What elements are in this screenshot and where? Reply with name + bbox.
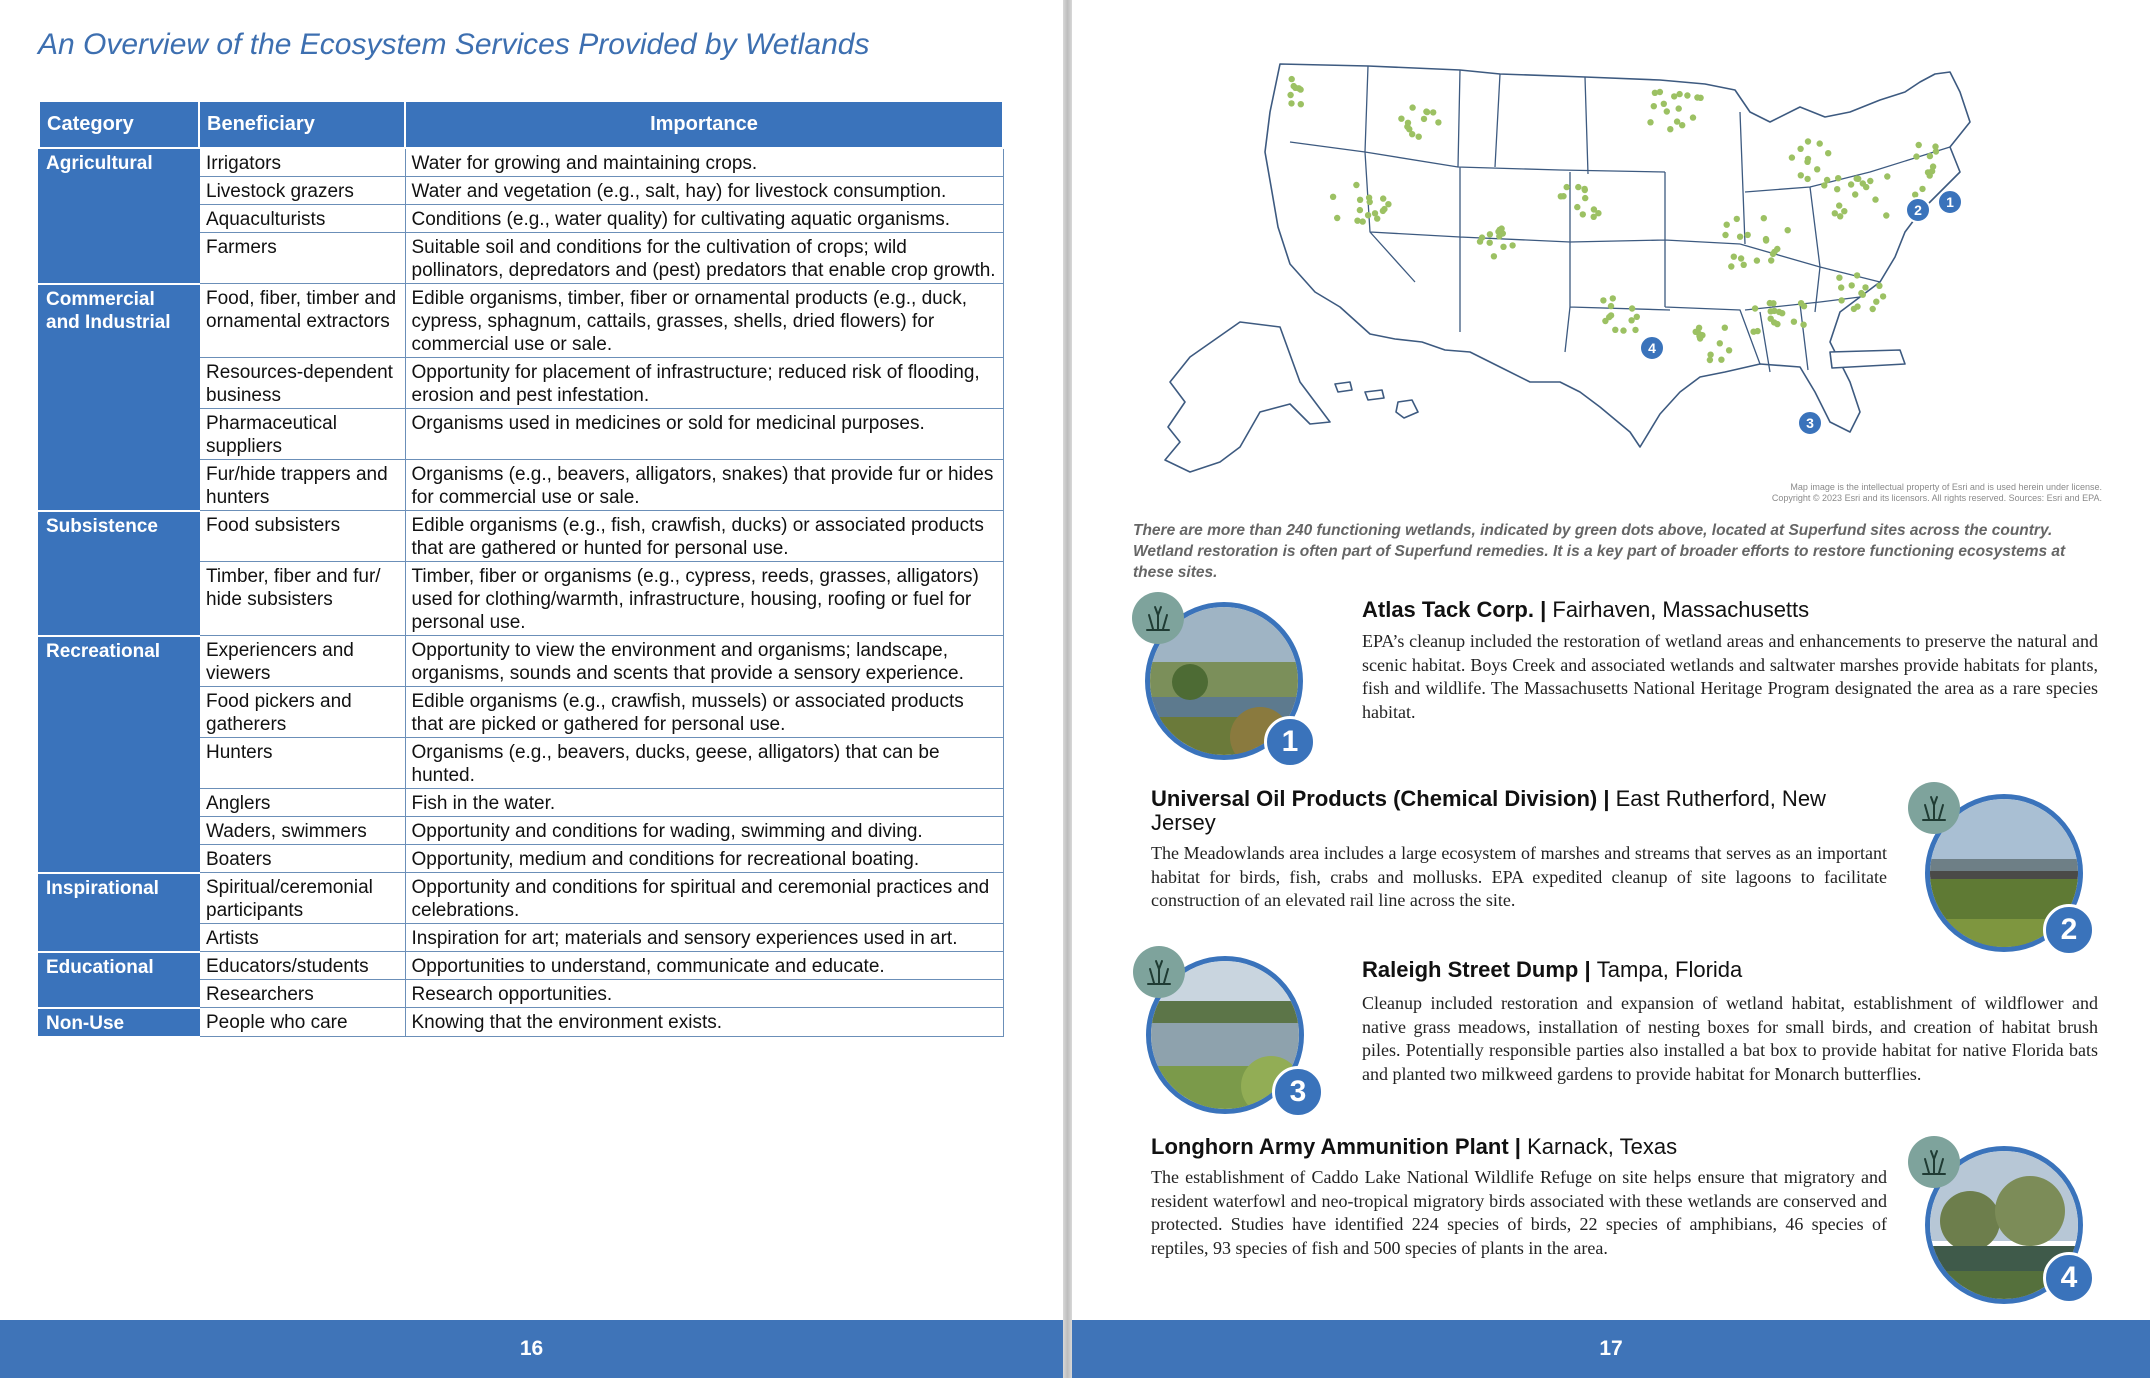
wetland-site-dot <box>1752 305 1758 311</box>
wetland-site-dot <box>1789 154 1795 160</box>
wetland-site-dot <box>1360 218 1366 224</box>
wetland-site-dot <box>1717 340 1723 346</box>
map-credit-line: Map image is the intellectual property of Esri and is used herein under license. <box>1790 482 2102 492</box>
wetland-site-dot <box>1929 168 1935 174</box>
map-caption: There are more than 240 functioning wetlands, indicated by green dots above, located at Superfund sites across the country. Wetland restoration is often part of Superfund remedies. It is a key part of broader efforts to restore functioning ecosystems at these sites. <box>1133 522 2066 581</box>
site-location: Tampa, Florida <box>1596 957 1743 982</box>
wetland-site-dot <box>1435 119 1441 125</box>
wetland-site-dot <box>1771 249 1777 255</box>
beneficiary-cell: Boaters <box>199 845 405 873</box>
wetland-site-dot <box>1608 303 1614 309</box>
wetland-site-dot <box>1862 284 1868 290</box>
ecosystem-services-table <box>38 100 1004 1038</box>
wetland-site-dot <box>1834 186 1840 192</box>
wetland-site-dot <box>1667 126 1673 132</box>
site-number-badge: 4 <box>2043 1252 2095 1304</box>
map-svg <box>1160 52 2100 507</box>
importance-cell: Inspiration for art; materials and sensory experiences used in art. <box>405 924 1003 952</box>
site-description-4: The establishment of Caddo Lake National Wildlife Refuge on site helps ensure that migratory and resident waterfowl and neo-tropical migratory birds associated with these wetlands are conserved and protected. Studies have identified 224 species of birds, 22 species of amphibians, 46 species of reptiles, 93 species of fish and 500 species of plants in the area. <box>1151 1167 1887 1258</box>
wetland-site-dot <box>1761 215 1767 221</box>
wetland-site-dot <box>1491 253 1497 259</box>
beneficiary-cell: Researchers <box>199 980 405 1008</box>
table-header-row <box>39 101 1003 148</box>
wetland-site-dot <box>1913 153 1919 159</box>
wetland-site-dot <box>1564 184 1570 190</box>
wetland-site-dot <box>1745 232 1751 238</box>
wetland-site-dot <box>1664 108 1670 114</box>
map-marker-2[interactable] <box>1906 198 1930 222</box>
beneficiary-cell: Food, fiber, timber and ornamental extractors <box>199 284 405 358</box>
site-location: Fairhaven, Massachusetts <box>1552 597 1810 622</box>
importance-cell: Timber, fiber or organisms (e.g., cypress, reeds, grasses, alligators) used for clothing/warmth, infrastructure, housing, roofing or fuel for personal use. <box>405 562 1003 636</box>
column-header-importance: Importance <box>405 101 1003 148</box>
wetland-site-dot <box>1602 318 1608 324</box>
site-description-3: Cleanup included restoration and expansion of wetland habitat, establishment of wildflower and native grass meadows, installation of nesting boxes for small birds, and creation of habitat brush piles. Potentially responsible parties also installed a bat box to provide habitat for native Florida bats and planted two milkweed gardens to provide habitat for Monarch butterflies. <box>1362 993 2098 1084</box>
map-credit-line: Copyright © 2023 Esri and its licensors. All rights reserved. Sources: Esri and EPA. <box>1771 493 2102 503</box>
column-header-beneficiary: Beneficiary <box>199 101 405 148</box>
wetland-site-dot <box>1731 254 1737 260</box>
wetland-site-dot <box>1674 118 1680 124</box>
page-number: 16 <box>519 1337 544 1360</box>
importance-cell: Knowing that the environment exists. <box>405 1008 1003 1037</box>
wetland-site-dot <box>1863 184 1869 190</box>
wetland-site-dot <box>1837 213 1843 219</box>
wetland-site-dot <box>1785 227 1791 233</box>
wetland-site-dot <box>1608 312 1614 318</box>
table-row <box>39 511 1003 562</box>
beneficiary-cell: Timber, fiber and fur/ hide subsisters <box>199 562 405 636</box>
importance-cell: Organisms used in medicines or sold for medicinal purposes. <box>405 409 1003 460</box>
beneficiary-cell: Waders, swimmers <box>199 817 405 845</box>
wetland-site-dot <box>1825 150 1831 156</box>
wetland-site-dot <box>1724 222 1730 228</box>
beneficiary-cell: People who care <box>199 1008 405 1037</box>
wetland-site-dot <box>1629 305 1635 311</box>
wetland-site-dot <box>1416 134 1422 140</box>
map-marker-label: 3 <box>1806 415 1814 431</box>
site-number-badge: 2 <box>2043 904 2095 956</box>
wetland-site-dot <box>1919 186 1925 192</box>
wetland-site-dot <box>1353 182 1359 188</box>
table-body <box>39 148 1003 1037</box>
category-cell: Recreational <box>39 636 199 873</box>
map-outlines <box>1165 64 1970 472</box>
table-row <box>39 952 1003 980</box>
wetland-site-dot <box>1298 101 1304 107</box>
wetland-site-dot <box>1774 321 1780 327</box>
wetland-site-dot <box>1694 94 1700 100</box>
wetland-site-dot <box>1754 257 1760 263</box>
wetland-site-dot <box>1824 177 1830 183</box>
wetland-plant-icon-shape <box>1144 957 1174 987</box>
wetland-site-dot <box>1612 327 1618 333</box>
wetland-site-dot <box>1726 347 1732 353</box>
beneficiary-cell: Fur/hide trappers and hunters <box>199 460 405 511</box>
map-marker-3[interactable] <box>1798 411 1822 435</box>
importance-cell: Opportunity to view the environment and organisms; landscape, organisms, sounds and scents that provide a sensory experience. <box>405 636 1003 687</box>
site-separator: | <box>1597 786 1616 811</box>
beneficiary-cell: Pharmaceutical suppliers <box>199 409 405 460</box>
wetland-site-dot <box>1883 212 1889 218</box>
wetland-site-dot <box>1791 319 1797 325</box>
wetland-site-dot <box>1718 357 1724 363</box>
wetland-site-dot <box>1854 272 1860 278</box>
wetland-site-dot <box>1768 308 1774 314</box>
wetland-site-dot <box>1880 293 1886 299</box>
wetland-site-dot <box>1372 210 1378 216</box>
importance-cell: Opportunity for placement of infrastructure; reduced risk of flooding, erosion and pest infestation. <box>405 358 1003 409</box>
wetland-site-dot <box>1634 314 1640 320</box>
wetland-site-dot <box>1657 89 1663 95</box>
wetland-site-dot <box>1610 295 1616 301</box>
table-row <box>39 1008 1003 1037</box>
wetland-plant-icon <box>1133 946 1185 998</box>
wetland-site-dot <box>1487 240 1493 246</box>
wetland-site-dot <box>1763 237 1769 243</box>
wetland-site-dot <box>1697 335 1703 341</box>
beneficiary-cell: Hunters <box>199 738 405 789</box>
wetland-site-dot <box>1797 146 1803 152</box>
wetland-site-dot <box>1884 173 1890 179</box>
wetland-site-dot <box>1334 215 1340 221</box>
wetland-plant-icon-shape <box>1143 603 1173 633</box>
wetland-site-dot <box>1398 116 1404 122</box>
page-number: 17 <box>1599 1337 1623 1360</box>
wetland-site-dot <box>1497 227 1503 233</box>
column-header-category: Category <box>39 101 199 148</box>
wetland-site-dot <box>1582 195 1588 201</box>
beneficiary-cell: Artists <box>199 924 405 952</box>
wetland-site-dot <box>1872 196 1878 202</box>
wetland-site-dot <box>1768 257 1774 263</box>
site-name: Atlas Tack Corp. <box>1362 597 1534 622</box>
wetland-site-dot <box>1848 181 1854 187</box>
importance-cell: Water for growing and maintaining crops. <box>405 148 1003 177</box>
wetland-site-dot <box>1854 303 1860 309</box>
category-cell: Subsistence <box>39 511 199 636</box>
wetland-site-dot <box>1651 103 1657 109</box>
page-gutter <box>1063 0 1072 1378</box>
category-cell: Inspirational <box>39 873 199 952</box>
wetland-site-dot <box>1696 325 1702 331</box>
wetland-site-dot <box>1741 262 1747 268</box>
wetland-site-dot <box>1798 300 1804 306</box>
wetland-site-dot <box>1836 275 1842 281</box>
site-number-badge: 1 <box>1264 716 1316 768</box>
wetland-site-dot <box>1580 211 1586 217</box>
wetland-site-dot <box>1647 119 1653 125</box>
beneficiary-cell: Farmers <box>199 233 405 284</box>
importance-cell: Research opportunities. <box>405 980 1003 1008</box>
wetland-site-dot <box>1707 352 1713 358</box>
beneficiary-cell: Food pickers and gatherers <box>199 687 405 738</box>
wetland-site-dot <box>1754 328 1760 334</box>
wetland-site-dot <box>1421 116 1427 122</box>
wetland-site-dot <box>1870 306 1876 312</box>
wetland-plant-icon-shape <box>1919 1147 1949 1177</box>
wetland-site-dot <box>1858 290 1864 296</box>
importance-cell: Organisms (e.g., beavers, alligators, snakes) that provide fur or hides for commercial use or sale. <box>405 460 1003 511</box>
beneficiary-cell: Anglers <box>199 789 405 817</box>
wetland-site-dot <box>1798 172 1804 178</box>
wetland-site-dot <box>1800 322 1806 328</box>
beneficiary-cell: Aquaculturists <box>199 205 405 233</box>
wetland-site-dot <box>1684 92 1690 98</box>
wetland-plant-icon <box>1908 1136 1960 1188</box>
wetland-site-dot <box>1779 310 1785 316</box>
wetland-site-dot <box>1380 208 1386 214</box>
wetland-site-dot <box>1737 234 1743 240</box>
site-heading-1 <box>1362 598 2102 622</box>
wetland-site-dot <box>1855 176 1861 182</box>
wetland-site-dot <box>1430 109 1436 115</box>
page-title: An Overview of the Ecosystem Services Provided by Wetlands <box>38 28 870 61</box>
wetland-site-dot <box>1852 191 1858 197</box>
footer-left <box>0 1320 1063 1378</box>
site-location: East Rutherford, New Jersey <box>1151 786 1826 835</box>
wetland-site-dot <box>1628 317 1634 323</box>
importance-cell: Edible organisms, timber, fiber or ornamental products (e.g., duck, cypress, sphagnum, cattails, grasses, shells, dried flowers) for commercial use or sale. <box>405 284 1003 358</box>
site-heading-3 <box>1362 958 2102 982</box>
table-row <box>39 873 1003 924</box>
map-marker-label: 2 <box>1914 202 1922 218</box>
beneficiary-cell: Food subsisters <box>199 511 405 562</box>
importance-cell: Organisms (e.g., beavers, ducks, geese, alligators) that can be hunted. <box>405 738 1003 789</box>
site-description-2: The Meadowlands area includes a large ecosystem of marshes and streams that serves as an important habitat for birds, fish, crabs and mollusks. EPA expedited cleanup of site lagoons to facilitate construction of an elevated rail line across the site. <box>1151 843 1887 910</box>
wetland-site-dot <box>1365 212 1371 218</box>
importance-cell: Fish in the water. <box>405 789 1003 817</box>
wetland-site-dot <box>1600 297 1606 303</box>
wetland-site-dot <box>1728 263 1734 269</box>
site-separator: | <box>1578 957 1597 982</box>
site-separator: | <box>1533 597 1553 622</box>
alaska-outline <box>1165 322 1330 472</box>
wetland-site-dot <box>1804 176 1810 182</box>
wetland-site-dot <box>1690 114 1696 120</box>
wetland-site-dot <box>1916 142 1922 148</box>
puerto-rico-outline <box>1830 350 1905 368</box>
beneficiary-cell: Spiritual/ceremonial participants <box>199 873 405 924</box>
wetland-site-dot <box>1591 214 1597 220</box>
wetland-site-dot <box>1620 327 1626 333</box>
footer-right <box>1072 1320 2150 1378</box>
wetland-site-dot <box>1838 284 1844 290</box>
map-marker-label: 1 <box>1946 194 1954 210</box>
wetland-site-dot <box>1676 105 1682 111</box>
site-separator: | <box>1508 1134 1528 1159</box>
wetland-plant-icon <box>1908 782 1960 834</box>
beneficiary-cell: Experiencers and viewers <box>199 636 405 687</box>
beneficiary-cell: Resources-dependent business <box>199 358 405 409</box>
wetland-site-dot <box>1836 202 1842 208</box>
wetland-site-dot <box>1357 197 1363 203</box>
wetland-site-dot <box>1841 208 1847 214</box>
wetland-site-dot <box>1509 242 1515 248</box>
wetland-site-dot <box>1927 153 1933 159</box>
wetland-site-dot <box>1734 216 1740 222</box>
site-heading-2 <box>1151 787 1891 835</box>
importance-cell: Opportunities to understand, communicate and educate. <box>405 952 1003 980</box>
beneficiary-cell: Educators/students <box>199 952 405 980</box>
wetland-site-dot <box>1722 232 1728 238</box>
wetland-site-dot <box>1297 86 1303 92</box>
wetland-site-dot <box>1357 207 1363 213</box>
wetland-site-dot <box>1873 299 1879 305</box>
wetland-site-dot <box>1738 255 1744 261</box>
wetland-site-dot <box>1591 206 1597 212</box>
map-marker-1[interactable] <box>1938 190 1962 214</box>
wetland-site-dot <box>1770 300 1776 306</box>
left-page <box>0 0 1066 1378</box>
wetland-site-dot <box>1814 166 1820 172</box>
map-marker-4[interactable] <box>1640 336 1664 360</box>
site-heading-4 <box>1151 1135 1891 1159</box>
wetland-plant-icon-shape <box>1919 793 1949 823</box>
wetland-plant-icon <box>1132 592 1184 644</box>
wetland-site-dot <box>1380 195 1386 201</box>
wetland-site-dot <box>1487 231 1493 237</box>
wetland-site-dot <box>1581 186 1587 192</box>
wetland-site-dot <box>1671 93 1677 99</box>
table-row <box>39 148 1003 177</box>
wetland-site-dot <box>1661 101 1667 107</box>
category-cell: Non-Use <box>39 1008 199 1037</box>
wetland-site-dot <box>1574 204 1580 210</box>
site-location: Karnack, Texas <box>1527 1134 1678 1159</box>
wetland-site-dot <box>1289 76 1295 82</box>
importance-cell: Conditions (e.g., water quality) for cultivating aquatic organisms. <box>405 205 1003 233</box>
wetland-site-dot <box>1805 156 1811 162</box>
importance-cell: Opportunity and conditions for spiritual and ceremonial practices and celebrations. <box>405 873 1003 924</box>
us-wetlands-map <box>1160 52 2100 507</box>
category-cell: Educational <box>39 952 199 1008</box>
wetland-site-dot <box>1933 148 1939 154</box>
category-cell: Commercial and Industrial <box>39 284 199 511</box>
wetland-site-dot <box>1722 325 1728 331</box>
site-description-1: EPA’s cleanup included the restoration of wetland areas and enhancements to preserve the natural and scenic habitat. Boys Creek and associated wetlands and saltwater marshes provide habitats for plants, fish and wildlife. The Massachusetts National Heritage Program designated the area as a rare species habitat. <box>1362 631 2098 722</box>
wetland-site-dot <box>1287 92 1293 98</box>
site-name: Longhorn Army Ammunition Plant <box>1151 1134 1509 1159</box>
hawaii-outline <box>1335 382 1418 418</box>
importance-cell: Water and vegetation (e.g., salt, hay) for livestock consumption. <box>405 177 1003 205</box>
importance-cell: Edible organisms (e.g., fish, crawfish, ducks) or associated products that are gathered or hunted for personal use. <box>405 511 1003 562</box>
wetland-site-dot <box>1817 140 1823 146</box>
wetland-site-dot <box>1409 131 1415 137</box>
map-credit <box>1772 482 2102 504</box>
importance-cell: Edible organisms (e.g., crawfish, mussels) or associated products that are picked or gathered for personal use. <box>405 687 1003 738</box>
table-row <box>39 636 1003 687</box>
category-cell: Agricultural <box>39 148 199 284</box>
site-name: Raleigh Street Dump <box>1362 957 1579 982</box>
site-name: Universal Oil Products (Chemical Division) <box>1151 786 1598 811</box>
wetland-site-dot <box>1500 244 1506 250</box>
wetland-site-dot <box>1477 238 1483 244</box>
wetland-site-dot <box>1832 210 1838 216</box>
site-number-badge: 3 <box>1272 1066 1324 1118</box>
wetland-site-dot <box>1558 193 1564 199</box>
beneficiary-cell: Livestock grazers <box>199 177 405 205</box>
wetland-site-dot <box>1385 201 1391 207</box>
wetland-site-dot <box>1424 109 1430 115</box>
wetland-site-dot <box>1330 194 1336 200</box>
wetland-site-dot <box>1867 178 1873 184</box>
wetland-site-dot <box>1805 138 1811 144</box>
wetland-site-dot <box>1288 100 1294 106</box>
beneficiary-cell: Irrigators <box>199 148 405 177</box>
wetland-site-dot <box>1849 282 1855 288</box>
contiguous-us-outline <box>1265 64 1970 447</box>
wetland-site-dot <box>1632 327 1638 333</box>
map-marker-label: 4 <box>1648 340 1656 356</box>
wetland-site-dot <box>1821 182 1827 188</box>
wetland-site-dot <box>1366 195 1372 201</box>
table-row <box>39 284 1003 358</box>
wetland-site-dot <box>1838 297 1844 303</box>
importance-cell: Opportunity, medium and conditions for recreational boating. <box>405 845 1003 873</box>
wetland-site-dot <box>1876 283 1882 289</box>
importance-cell: Opportunity and conditions for wading, swimming and diving. <box>405 817 1003 845</box>
wetland-site-dot <box>1409 104 1415 110</box>
wetland-site-dot <box>1912 192 1918 198</box>
wetland-site-dot <box>1575 184 1581 190</box>
importance-cell: Suitable soil and conditions for the cultivation of crops; wild pollinators, depredators and (pest) predators that enable crop growth. <box>405 233 1003 284</box>
wetland-site-dot <box>1835 175 1841 181</box>
